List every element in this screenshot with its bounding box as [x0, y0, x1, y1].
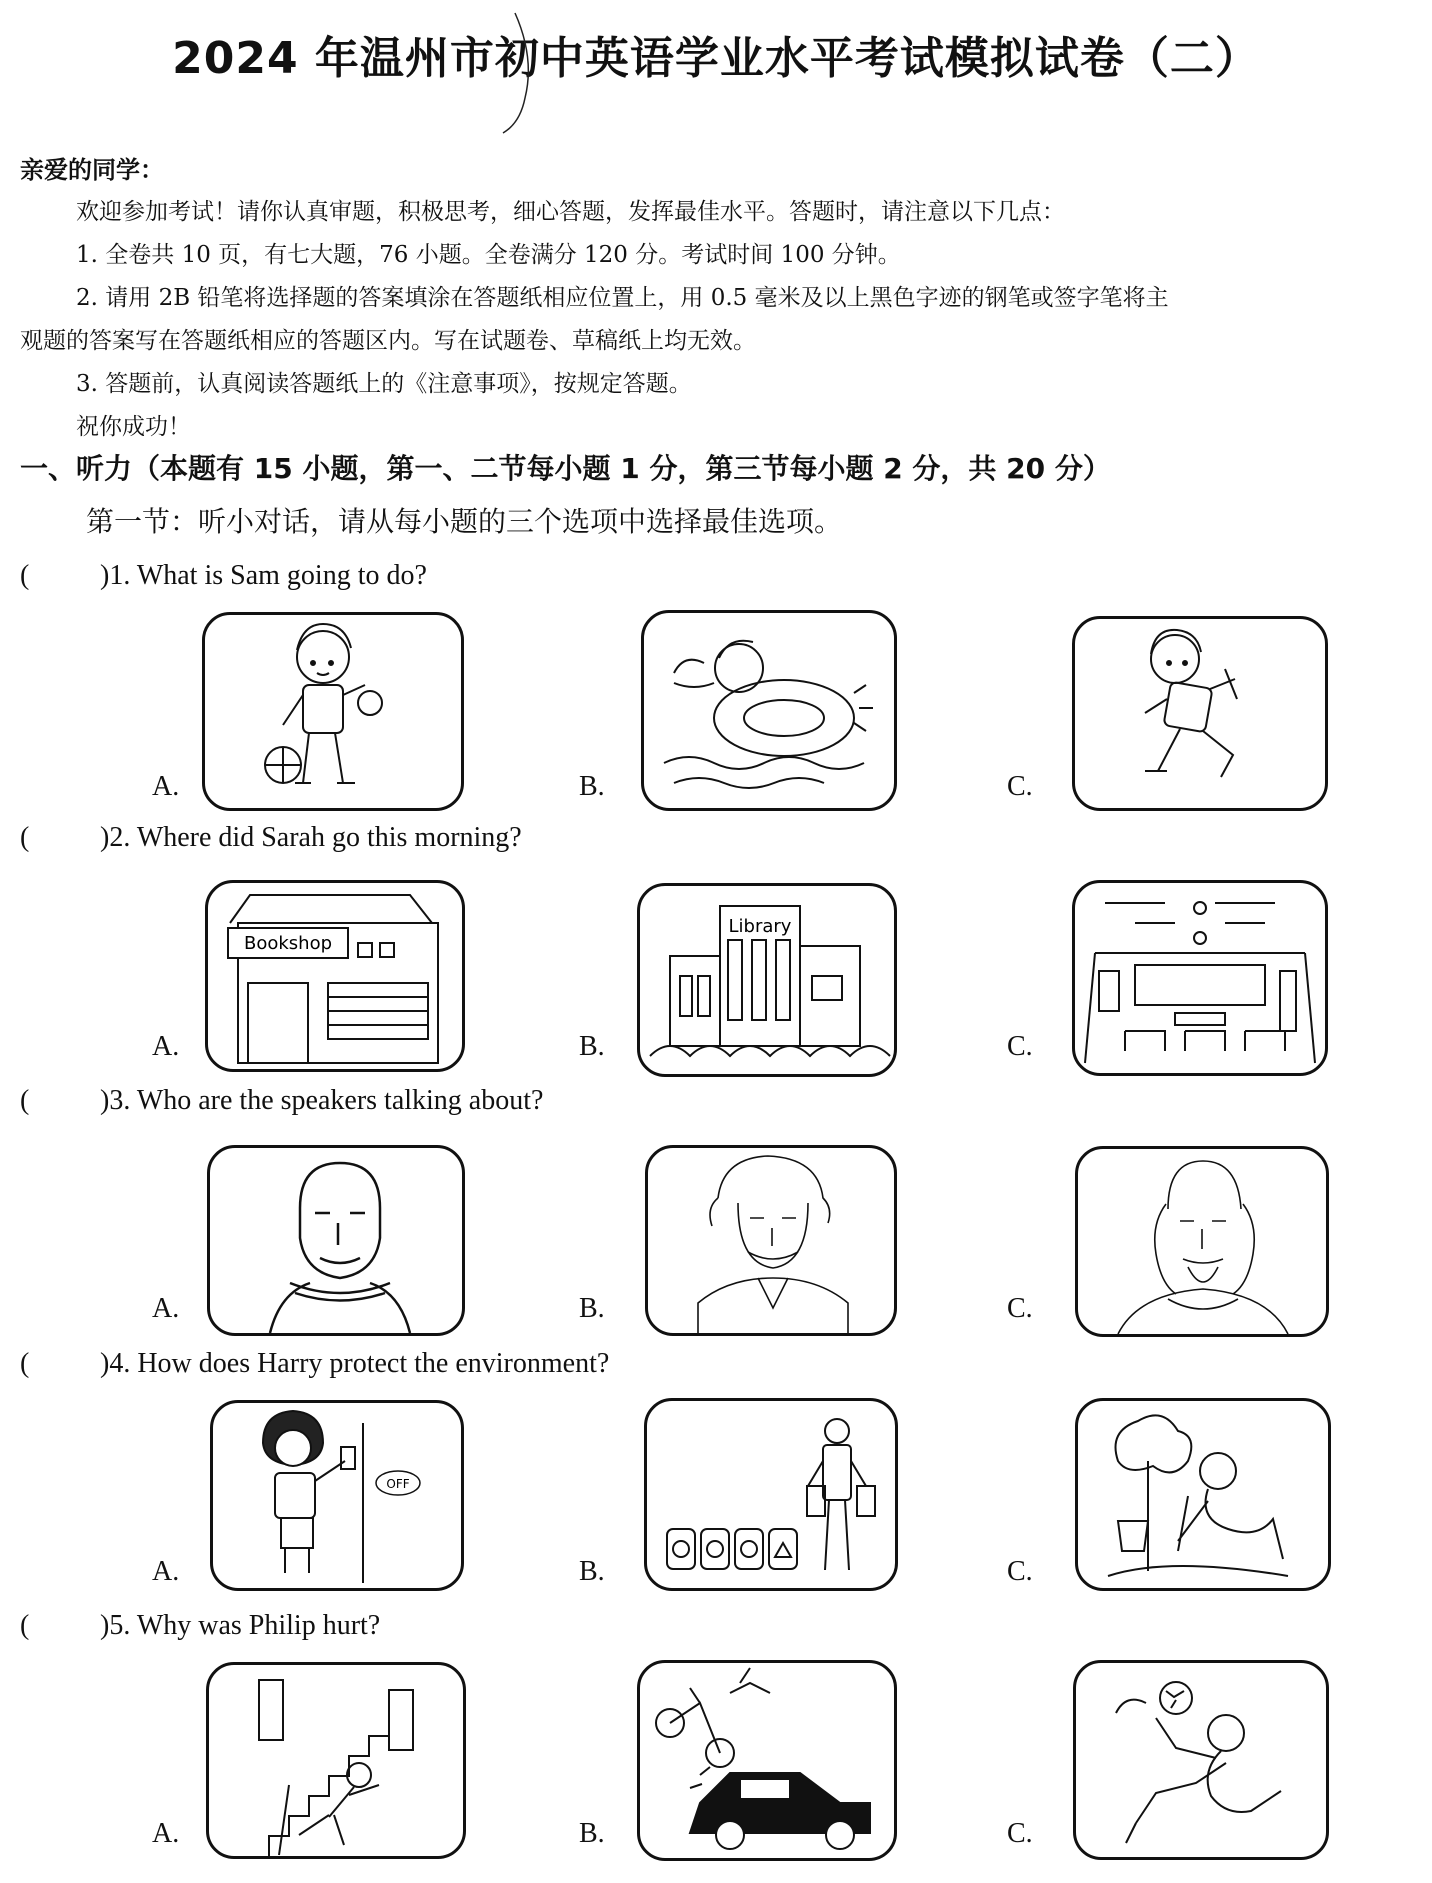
option-letter-b: B. — [579, 1556, 605, 1587]
portrait-man-b-icon — [648, 1148, 894, 1333]
option-letter-c: C. — [1007, 1031, 1033, 1062]
option-image-library[interactable] — [637, 883, 897, 1077]
option-letter-b: B. — [579, 1818, 605, 1849]
library-sign: Library — [728, 916, 792, 937]
portrait-man-c-icon — [1078, 1149, 1326, 1334]
question-text: )1. What is Sam going to do? — [100, 560, 427, 591]
basketball-boy-icon — [205, 615, 461, 808]
portrait-man-a-icon — [210, 1148, 462, 1333]
football-kick-icon — [1076, 1663, 1326, 1857]
wish-text: 祝你成功！ — [76, 414, 191, 440]
instruction-2-line-2: 观题的答案写在答题纸相应的答题区内。写在试题卷、草稿纸上均无效。 — [20, 328, 756, 354]
question-text: )5. Why was Philip hurt? — [100, 1610, 381, 1641]
question-text: )4. How does Harry protect the environment? — [100, 1348, 610, 1379]
welcome-text: 欢迎参加考试！请你认真审题，积极思考，细心答题，发挥最佳水平。答题时，请注意以下几点： — [76, 199, 1065, 225]
option-image-football-kick[interactable] — [1073, 1660, 1329, 1860]
option-image-running[interactable] — [1072, 616, 1328, 811]
question-text: )2. Where did Sarah go this morning? — [100, 822, 522, 853]
option-image-classroom[interactable] — [1072, 880, 1328, 1076]
option-image-portrait-b[interactable] — [645, 1145, 897, 1336]
option-image-portrait-a[interactable] — [207, 1145, 465, 1336]
question-text: )3. Who are the speakers talking about? — [100, 1085, 544, 1116]
swimming-ring-icon — [644, 613, 894, 808]
option-letter-c: C. — [1007, 1556, 1033, 1587]
answer-paren[interactable]: ( — [20, 1348, 30, 1379]
answer-paren[interactable]: ( — [20, 1610, 30, 1641]
instruction-3: 3. 答题前，认真阅读答题纸上的《注意事项》，按规定答题。 — [76, 371, 692, 397]
question-3 — [20, 1085, 543, 1117]
bike-car-accident-icon — [640, 1663, 894, 1858]
question-1 — [20, 560, 427, 592]
option-image-recycling[interactable] — [644, 1398, 898, 1591]
question-4 — [20, 1348, 609, 1380]
option-image-basketball[interactable] — [202, 612, 464, 811]
option-letter-a: A. — [152, 1031, 180, 1062]
falling-stairs-icon — [209, 1665, 463, 1856]
bookshop-sign: Bookshop — [243, 933, 333, 954]
switch-off-light-icon — [213, 1403, 461, 1588]
bookshop-building-icon — [208, 883, 462, 1069]
option-image-bookshop[interactable] — [205, 880, 465, 1072]
section-heading: 一、听力（本题有 15 小题，第一、二节每小题 1 分，第三节每小题 2 分，共 20 分） — [20, 452, 1111, 485]
planting-tree-icon — [1078, 1401, 1328, 1588]
option-letter-a: A. — [152, 1293, 180, 1324]
page-title: 2024 年温州市初中英语学业水平考试模拟试卷（二） — [172, 33, 1260, 84]
classroom-icon — [1075, 883, 1325, 1073]
question-2 — [20, 822, 522, 854]
answer-paren[interactable]: ( — [20, 822, 30, 853]
option-letter-a: A. — [152, 771, 180, 802]
answer-paren[interactable]: ( — [20, 560, 30, 591]
option-letter-c: C. — [1007, 771, 1033, 802]
answer-paren[interactable]: ( — [20, 1085, 30, 1116]
option-letter-a: A. — [152, 1818, 180, 1849]
option-letter-c: C. — [1007, 1818, 1033, 1849]
off-label: OFF — [386, 1477, 410, 1491]
pen-mark — [495, 8, 545, 138]
running-boy-icon — [1075, 619, 1325, 808]
option-letter-a: A. — [152, 1556, 180, 1587]
library-building-icon — [640, 886, 894, 1074]
instruction-2-line-1: 2. 请用 2B 铅笔将选择题的答案填涂在答题纸相应位置上，用 0.5 毫米及以上黑色字迹的钢笔或签字笔将主 — [76, 285, 1169, 311]
question-5 — [20, 1610, 380, 1642]
greeting: 亲爱的同学： — [20, 156, 164, 184]
option-image-portrait-c[interactable] — [1075, 1146, 1329, 1337]
option-letter-b: B. — [579, 771, 605, 802]
option-letter-c: C. — [1007, 1293, 1033, 1324]
recycling-bins-icon — [647, 1401, 895, 1588]
option-image-light-off[interactable] — [210, 1400, 464, 1591]
option-letter-b: B. — [579, 1031, 605, 1062]
part1-instruction: 第一节：听小对话，请从每小题的三个选项中选择最佳选项。 — [86, 505, 843, 538]
option-image-swimming[interactable] — [641, 610, 897, 811]
option-image-car-accident[interactable] — [637, 1660, 897, 1861]
option-image-stairs-fall[interactable] — [206, 1662, 466, 1859]
option-image-planting-tree[interactable] — [1075, 1398, 1331, 1591]
instruction-1: 1. 全卷共 10 页，有七大题，76 小题。全卷满分 120 分。考试时间 100 分钟。 — [76, 242, 901, 268]
option-letter-b: B. — [579, 1293, 605, 1324]
